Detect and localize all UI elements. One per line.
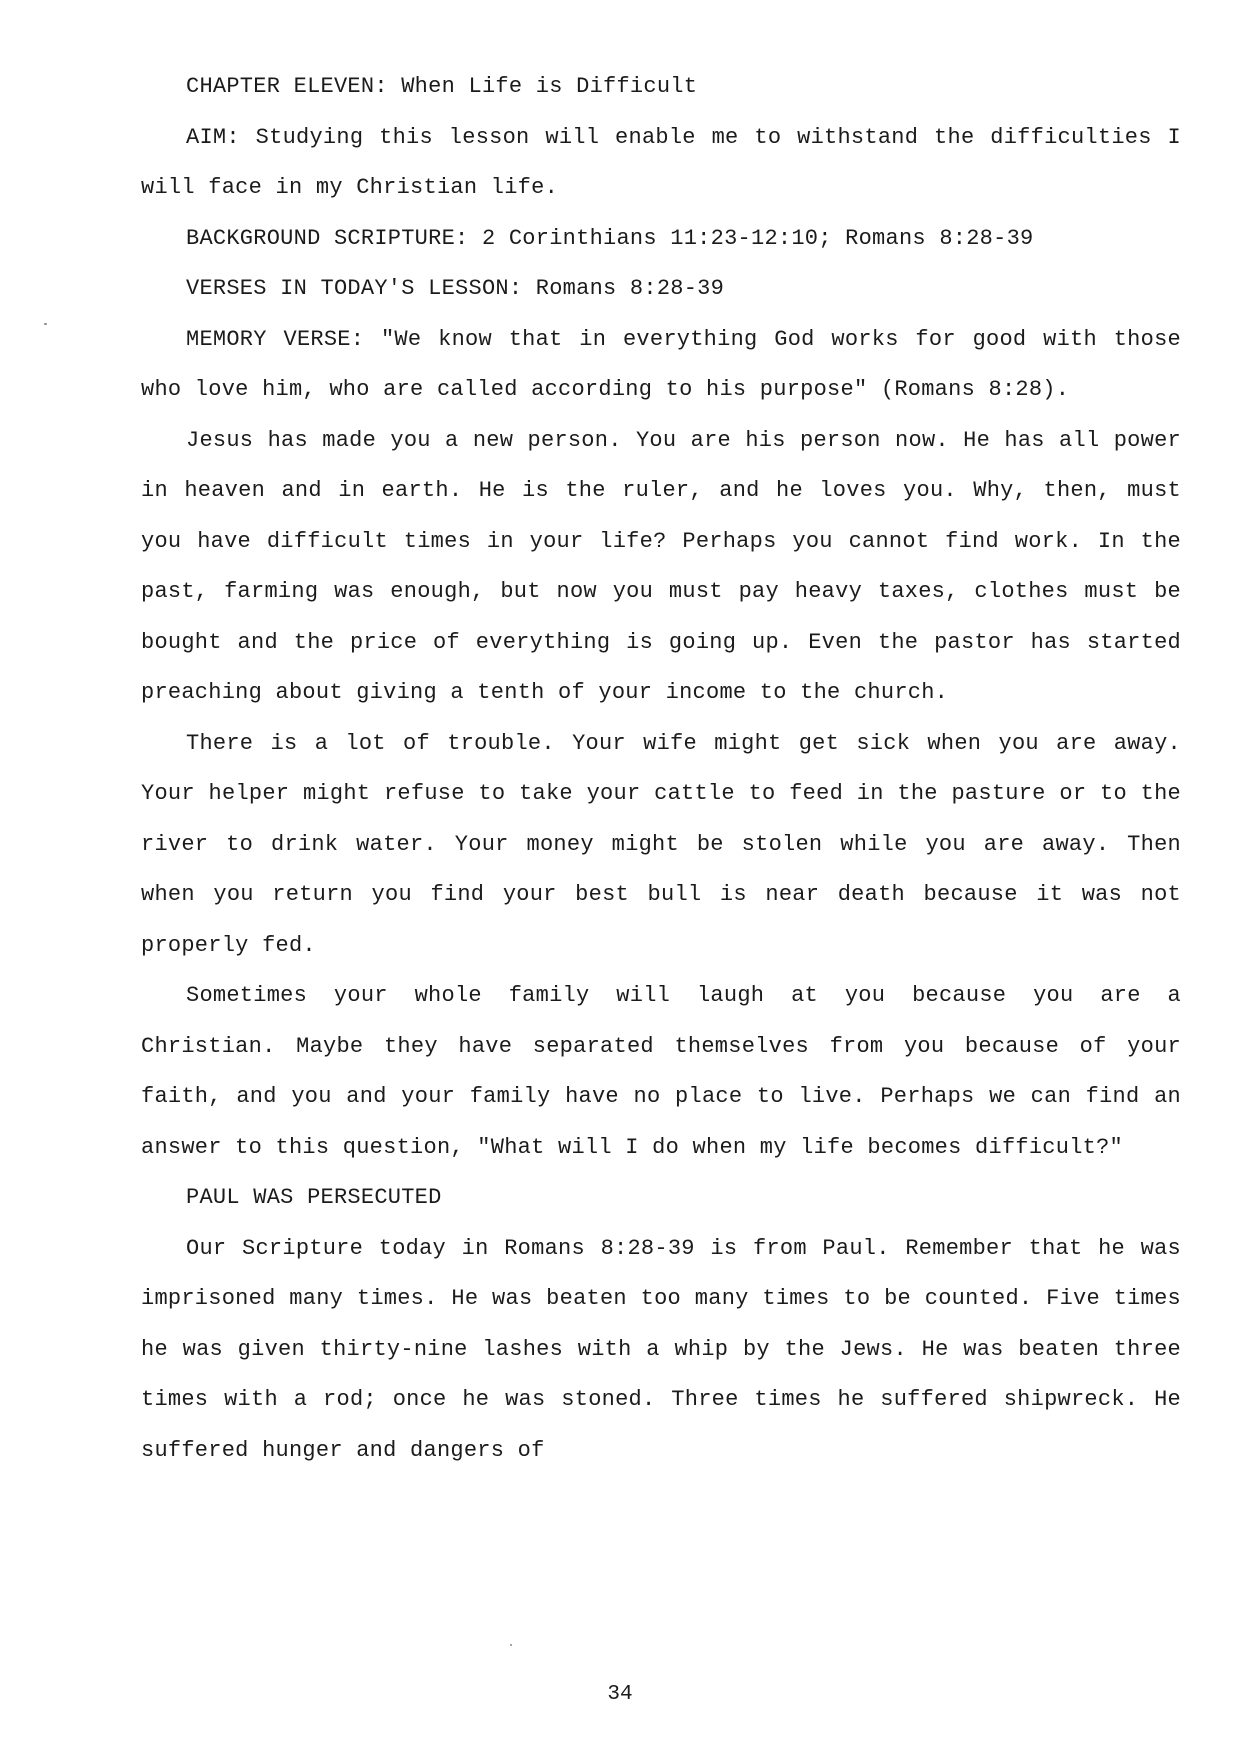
body-paragraph: Jesus has made you a new person. You are his person now. He has all power in heaven and in earth. He is the ruler, and he loves you. Why, then, must you have difficult times in your life? Perhaps you cannot find work. In the past, farming was enough, but now you must pay heavy taxes, clothes must be bought and the price of everything is going up. Even the pastor has started preaching about giving a tenth of your income to the church. xyxy=(141,427,1181,705)
section-heading: PAUL WAS PERSECUTED xyxy=(186,1185,442,1210)
scan-speck xyxy=(44,323,47,325)
memory-verse: MEMORY VERSE: "We know that in everything God works for good with those who love him, who are called according to his purpose" (Romans 8:28). xyxy=(141,326,1181,402)
scan-speck xyxy=(510,1644,512,1646)
document-body xyxy=(141,62,1181,1476)
chapter-heading: CHAPTER ELEVEN: When Life is Difficult xyxy=(186,74,698,99)
page-number: 34 xyxy=(607,1683,633,1706)
verses-in-lesson: VERSES IN TODAY'S LESSON: Romans 8:28-39 xyxy=(186,276,725,301)
body-paragraph: Sometimes your whole family will laugh at you because you are a Christian. Maybe they have separated themselves from you because of your faith, and you and your family have no place to live. Perhaps we can find an answer to this question, "What will I do when my life becomes difficult?" xyxy=(141,983,1181,1160)
section-paragraph: Our Scripture today in Romans 8:28-39 is from Paul. Remember that he was imprisoned many times. He was beaten too many times to be counted. Five times he was given thirty-nine lashes with a whip by the Jews. He was beaten three times with a rod; once he was stoned. Three times he suffered shipwreck. He suffered hunger and dangers of xyxy=(141,1235,1181,1463)
body-paragraph: There is a lot of trouble. Your wife might get sick when you are away. Your helper might refuse to take your cattle to feed in the pasture or to the river to drink water. Your money might be stolen while you are away. Then when you return you find your best bull is near death because it was not properly fed. xyxy=(141,730,1181,958)
background-scripture: BACKGROUND SCRIPTURE: 2 Corinthians 11:23-12:10; Romans 8:28-39 xyxy=(186,225,1034,251)
aim-statement: AIM: Studying this lesson will enable me to withstand the difficulties I will face in my Christian life. xyxy=(141,124,1181,200)
